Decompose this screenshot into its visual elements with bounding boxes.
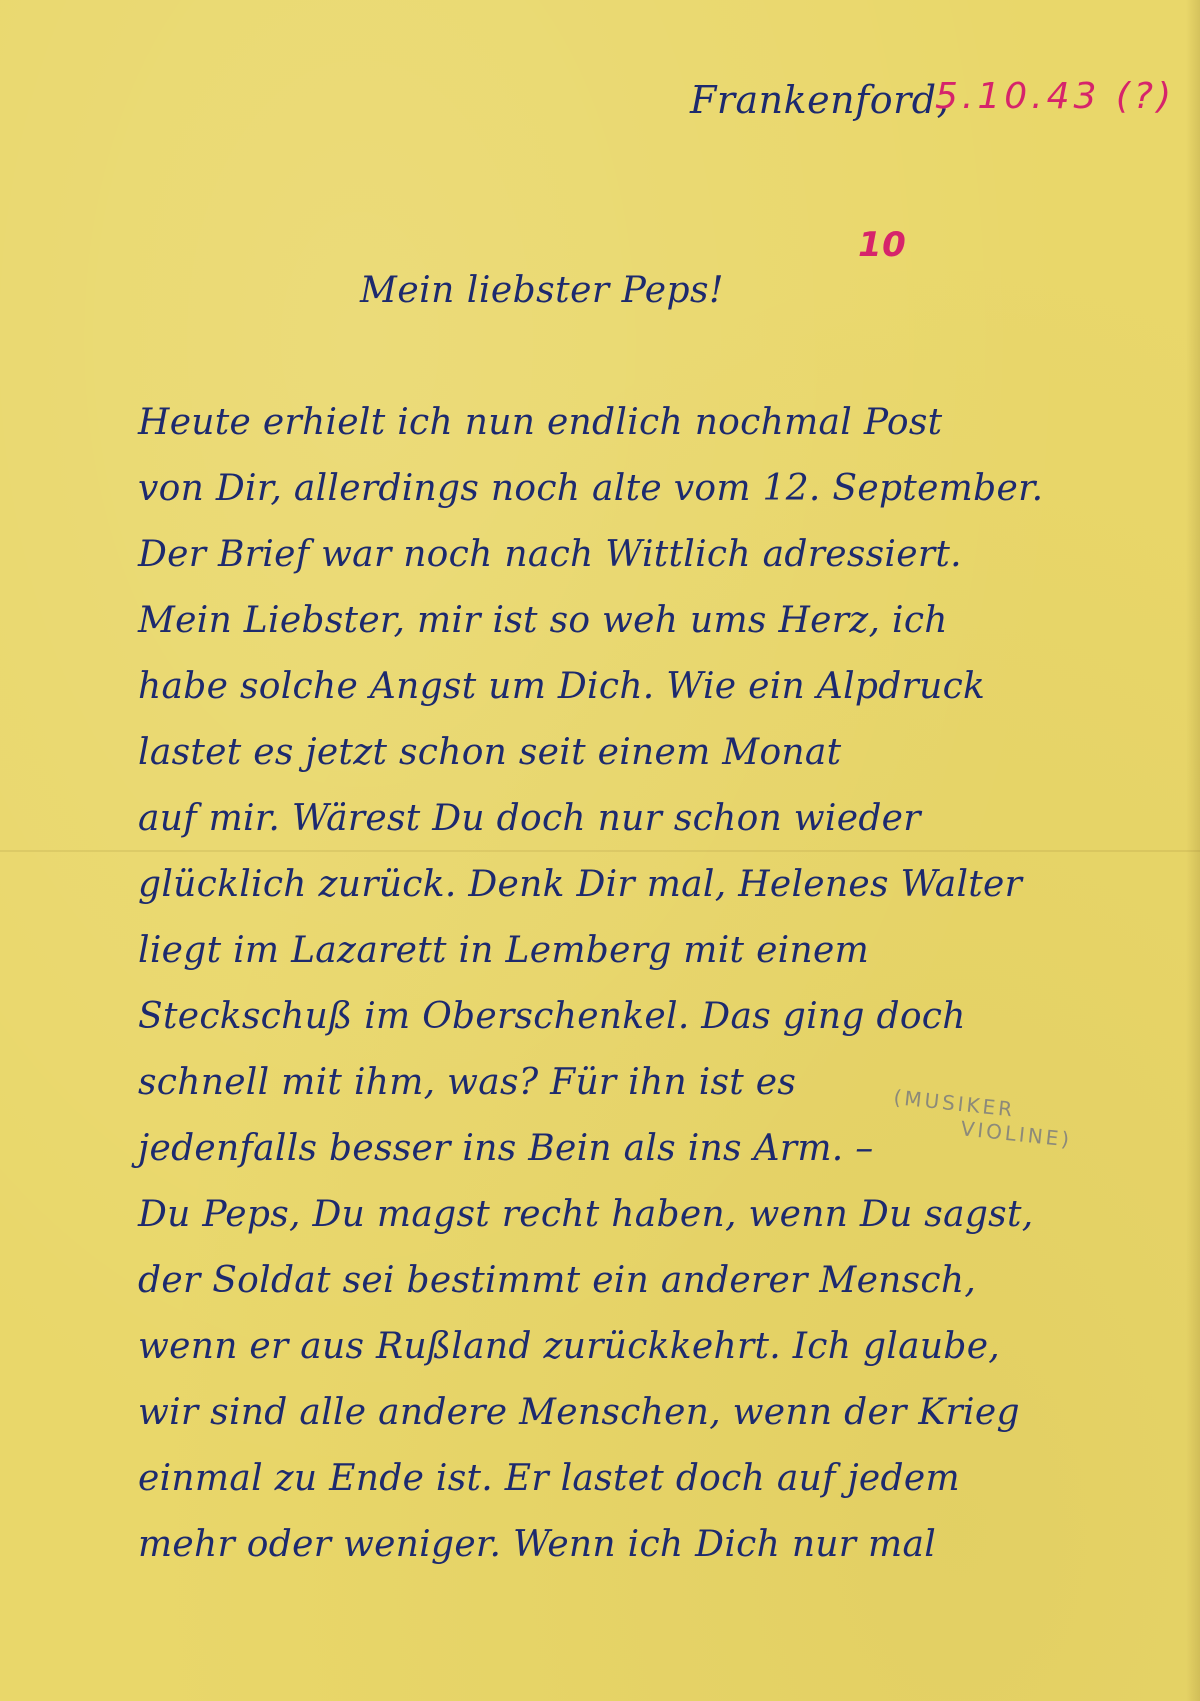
body-line: mehr oder weniger. Wenn ich Dich nur mal: [138, 1524, 937, 1565]
body-line: glücklich zurück. Denk Dir mal, Helenes Walter: [138, 864, 1023, 905]
body-line: schnell mit ihm, was? Für ihn ist es: [138, 1062, 797, 1103]
body-line: Heute erhielt ich nun endlich nochmal Post: [138, 402, 943, 443]
body-line: der Soldat sei bestimmt ein anderer Mensch,: [138, 1260, 977, 1301]
letter-date: 5.10.43 (?): [935, 76, 1176, 117]
body-line: habe solche Angst um Dich. Wie ein Alpdruck: [138, 666, 986, 707]
body-line: Steckschuß im Oberschenkel. Das ging doch: [138, 996, 966, 1037]
body-line: wenn er aus Rußland zurückkehrt. Ich glaube,: [138, 1326, 1001, 1367]
body-line: jedenfalls besser ins Bein als ins Arm. –: [138, 1128, 874, 1169]
body-line: von Dir, allerdings noch alte vom 12. September.: [138, 468, 1044, 509]
body-line: Der Brief war noch nach Wittlich adressiert.: [138, 534, 962, 575]
salutation: Mein liebster Peps!: [360, 270, 724, 311]
page-number: 10: [858, 225, 907, 265]
pencil-annotation-line: (MUSIKER: [892, 1085, 1017, 1122]
pencil-annotation-line: VIOLINE): [959, 1116, 1074, 1152]
body-line: auf mir. Wärest Du doch nur schon wieder: [138, 798, 921, 839]
body-line: einmal zu Ende ist. Er lastet doch auf jedem: [138, 1458, 960, 1499]
body-line: wir sind alle andere Menschen, wenn der Krieg: [138, 1392, 1020, 1433]
letter-body: [138, 390, 1098, 1578]
letter-place: Frankenford,: [690, 78, 950, 122]
body-line: Du Peps, Du magst recht haben, wenn Du sagst,: [138, 1194, 1034, 1235]
body-line: liegt im Lazarett in Lemberg mit einem: [138, 930, 870, 971]
body-line: Mein Liebster, mir ist so weh ums Herz, ich: [138, 600, 948, 641]
body-line: lastet es jetzt schon seit einem Monat: [138, 732, 842, 773]
